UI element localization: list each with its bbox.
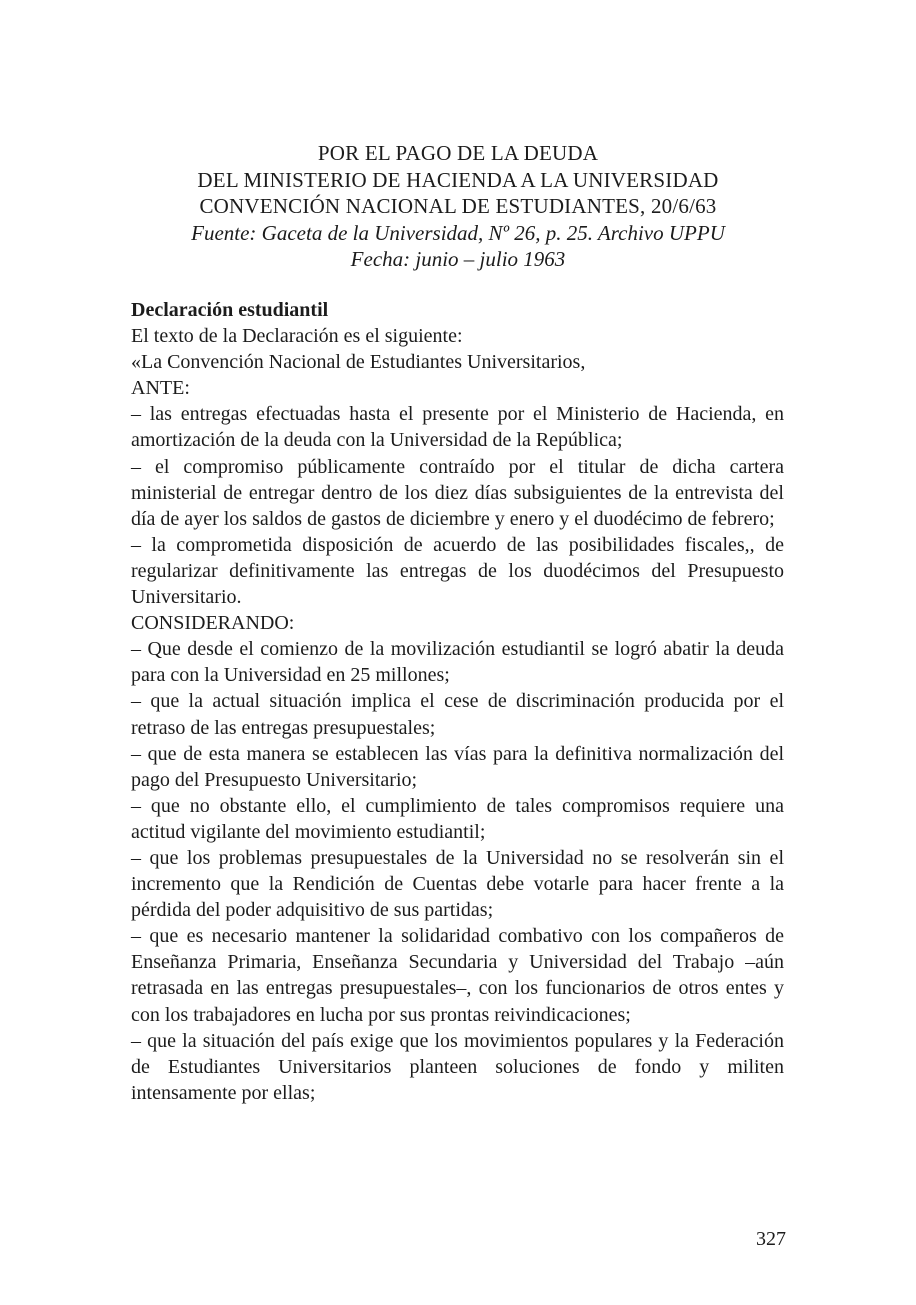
paragraph: «La Convención Nacional de Estudiantes Universitarios,	[131, 351, 586, 374]
paragraph: – que los problemas presupuestales de la Universidad no se resolverán sin el incremento que la Rendición de Cuentas debe votarle para hacer frente a la pérdida del poder adquisitivo de sus partidas;	[131, 846, 784, 922]
document-header	[130, 140, 786, 273]
paragraph: – las entregas efectuadas hasta el presente por el Ministerio de Hacienda, en amortización de la deuda con la Universidad de la República;	[131, 403, 784, 452]
paragraph: – que la actual situación implica el cese de discriminación producida por el retraso de las entregas presupuestales;	[131, 690, 784, 739]
paragraph: – que de esta manera se establecen las vías para la definitiva normalización del pago del Presupuesto Universitario;	[131, 742, 784, 791]
paragraph: – el compromiso públicamente contraído por el titular de dicha cartera ministerial de entregar dentro de los diez días subsiguientes de la entrevista del día de ayer los saldos de gastos de diciembre y enero y el duodécimo de febrero;	[131, 455, 784, 530]
paragraph: – que no obstante ello, el cumplimiento de tales compromisos requiere una actitud vigilante del movimiento estudiantil;	[131, 794, 784, 843]
paragraph: – que la situación del país exige que los movimientos populares y la Federación de Estudiantes Universitarios planteen soluciones de fondo y militen intensamente por ellas;	[131, 1029, 784, 1104]
paragraph: – Que desde el comienzo de la movilización estudiantil se logró abatir la deuda para con la Universidad en 25 millones;	[131, 638, 784, 687]
declaration-body	[131, 297, 784, 1106]
paragraph: CONSIDERANDO:	[131, 612, 295, 635]
section-heading: Declaración estudiantil	[131, 299, 329, 321]
paragraph: – que es necesario mantener la solidaridad combativo con los compañeros de Enseñanza Primaria, Enseñanza Secundaria y Universidad del Trabajo –aún retrasada en las entregas presupuestales–, con los funcionarios de otros entes y con los trabajadores en lucha por sus prontas reivindicaciones;	[131, 925, 784, 1026]
source-line: Fuente: Gaceta de la Universidad, Nº 26, p. 25. Archivo UPPU	[191, 220, 725, 245]
title-line-3: CONVENCIÓN NACIONAL DE ESTUDIANTES, 20/6/63	[199, 194, 717, 218]
title-line-2: DEL MINISTERIO DE HACIENDA A LA UNIVERSIDAD	[197, 167, 719, 192]
page-number: 327	[756, 1228, 786, 1250]
paragraph: ANTE:	[131, 377, 190, 400]
paragraph: – la comprometida disposición de acuerdo de las posibilidades fiscales,, de regularizar definitivamente las entregas de los duodécimos del Presupuesto Universitario.	[131, 533, 784, 609]
date-line: Fecha: junio – julio 1963	[350, 247, 566, 271]
title-line-1: POR EL PAGO DE LA DEUDA	[317, 141, 599, 165]
paragraph: El texto de la Declaración es el siguiente:	[131, 325, 463, 348]
